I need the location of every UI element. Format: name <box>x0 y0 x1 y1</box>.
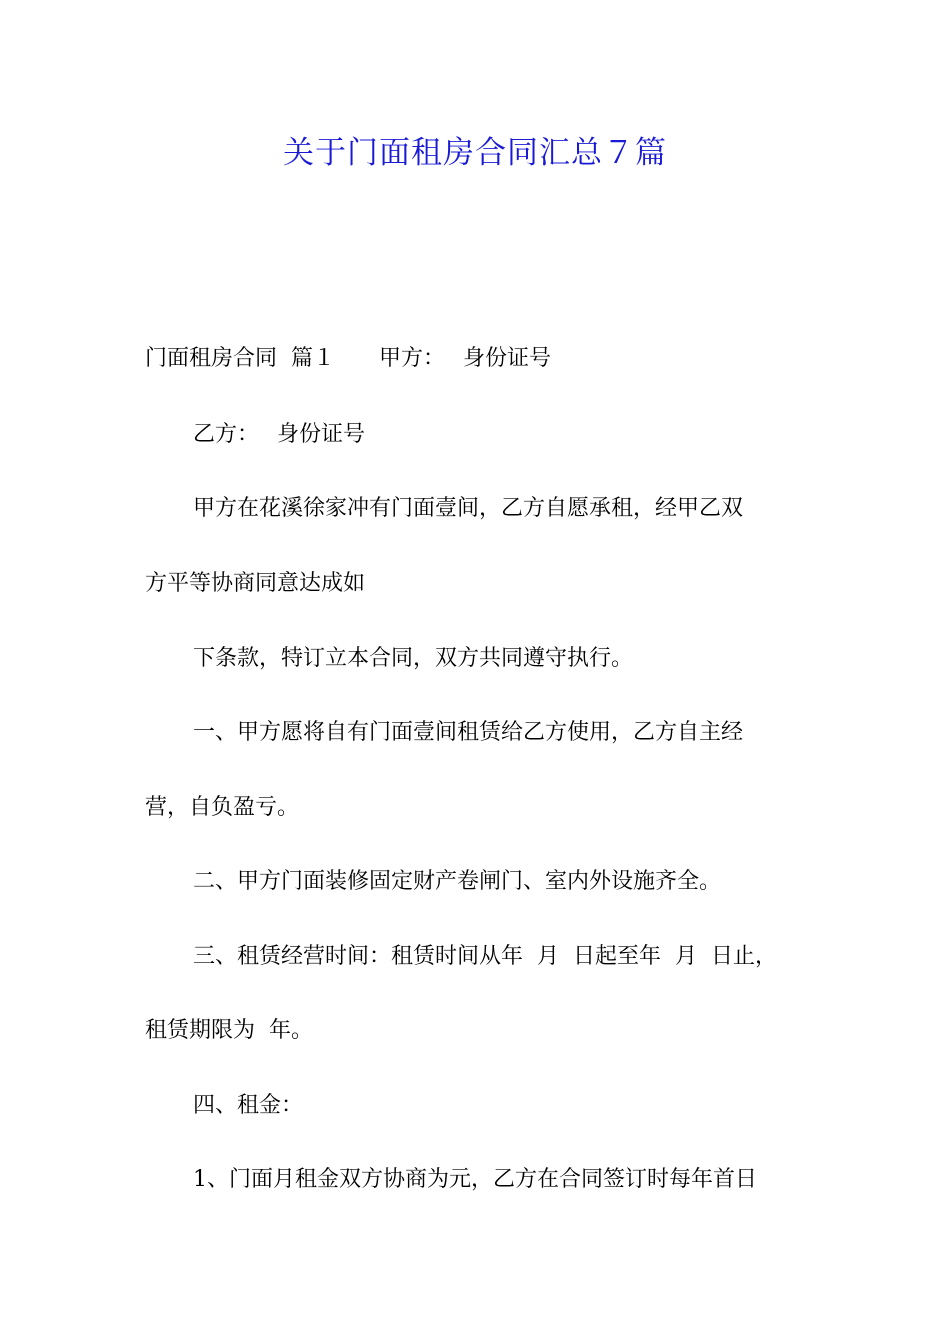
paragraph-line: 四、租金： <box>193 1093 304 1118</box>
party-b-line <box>193 420 365 450</box>
contract-heading-line <box>145 344 551 374</box>
party-a-id-label: 身份证号 <box>463 346 552 371</box>
paragraph-line: 一、甲方愿将自有门面壹间租赁给乙方使用，乙方自主经 <box>193 720 744 745</box>
paragraph-line: 二、甲方门面装修固定财产卷闸门、室内外设施齐全。 <box>193 869 722 894</box>
paragraph-line: 甲方在花溪徐家冲有门面壹间，乙方自愿承租，经甲乙双 <box>193 496 744 521</box>
party-a-label: 甲方： <box>379 346 446 371</box>
party-b-label: 乙方： <box>193 422 260 447</box>
party-b-id-label: 身份证号 <box>277 422 366 447</box>
document-title: 关于门面租房合同汇总７篇 <box>283 135 667 171</box>
paragraph-line: 下条款，特订立本合同，双方共同遵守执行。 <box>193 646 634 671</box>
paragraph-line: 1、门面月租金双方协商为元，乙方在合同签订时每年首日 <box>193 1167 757 1192</box>
contract-section-label: 门面租房合同 篇１ <box>145 346 335 371</box>
paragraph-line: 营，自负盈亏。 <box>145 795 300 820</box>
paragraph-line: 租赁期限为 年。 <box>145 1018 313 1043</box>
paragraph-line: 三、租赁经营时间：租赁时间从年 月 日起至年 月 日止， <box>193 944 777 969</box>
paragraph-line: 方平等协商同意达成如 <box>145 571 366 596</box>
